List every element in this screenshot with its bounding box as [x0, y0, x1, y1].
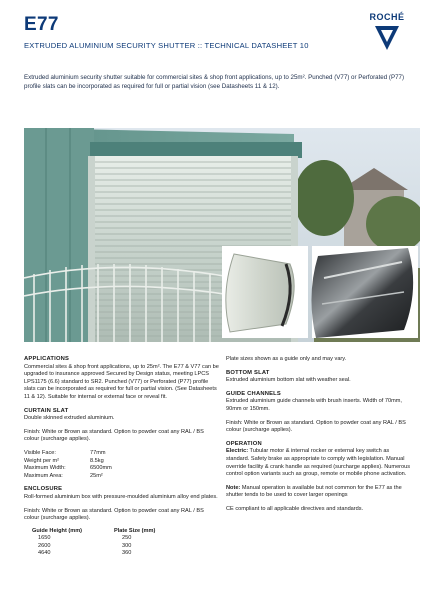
bottom-slat-heading: BOTTOM SLAT: [226, 369, 270, 376]
logo-wordmark: ROCHÉ: [369, 12, 405, 22]
table-row: [24, 535, 220, 543]
guide-plate-table: [24, 528, 220, 558]
enclosure-finish: Finish: White or Brown as standard. Option to powder coat any RAL / BS colour (surcharge applies).: [24, 507, 204, 522]
applications-text: Commercial sites & shop front applications, up to 25m². The E77 & V77 can be upgraded to insurance approved Secured by Design status, meeting LPCS LPS1175 (6.6) standard to SR2. Punched (V77) or Perforated (P77) profile slats can be incorporated as required for full or partial vision. (See Datasheets 11 & 12). Suitable for internal or external face or reveal fit.: [24, 363, 219, 400]
curtain-slat-finish: Finish: White or Brown as standard. Option to powder coat any RAL / BS colour (surcharge applies).: [24, 428, 204, 443]
product-title: E77: [24, 14, 59, 35]
spec-label: Weight per m²: [24, 457, 60, 464]
ce-compliance-text: CE compliant to all applicable directives and standards.: [226, 505, 364, 512]
datasheet-header: [0, 0, 430, 58]
spec-value: 25m²: [90, 472, 103, 479]
curtain-slat-heading: CURTAIN SLAT: [24, 407, 69, 414]
curtain-slat-text: Double skinned extruded aluminium.: [24, 415, 115, 422]
table-header-guide-height: Guide Height (mm): [32, 527, 83, 534]
plate-size-cell: 250: [122, 535, 132, 542]
bottom-slat-text: Extruded aluminium bottom slat with weather seal.: [226, 377, 351, 384]
operation-paragraph: [226, 448, 414, 478]
spec-label: Maximum Width:: [24, 465, 66, 472]
roche-logo: [364, 12, 410, 52]
spec-value: 8.5kg: [90, 457, 104, 464]
plate-size-note: Plate sizes shown as a guide only and may vary.: [226, 356, 347, 362]
spec-value: 6500mm: [90, 465, 112, 472]
intro-paragraph: Extruded aluminium security shutter suitable for commercial sites & shop front applications, up to 25m². Punched (V77) or Perforated (P77) profile slats can be incorporated as required for full or partial vision (see Datasheets 11 & 12).: [24, 74, 405, 90]
guide-height-cell: 1650: [38, 535, 51, 542]
table-row: [24, 543, 220, 551]
table-header-plate-size: Plate Size (mm): [114, 527, 156, 534]
guide-channels-text: Extruded aluminium guide channels with brush inserts. Width of 70mm, 90mm or 150mm.: [226, 398, 402, 412]
guide-height-cell: 4640: [38, 550, 51, 557]
product-photo: [24, 128, 420, 342]
spec-value: 77mm: [90, 449, 106, 456]
table-row: [24, 550, 220, 558]
datasheet-subtitle: EXTRUDED ALUMINIUM SECURITY SHUTTER :: TECHNICAL DATASHEET 10: [24, 41, 309, 50]
guide-channels-finish: Finish: White or Brown as standard. Option to powder coat any RAL / BS colour (surcharge applies).: [226, 419, 406, 434]
right-column: [226, 356, 414, 520]
table-header-row: [24, 528, 220, 536]
spec-label: Maximum Area:: [24, 472, 63, 479]
note-paragraph: [226, 485, 414, 500]
operation-heading: OPERATION: [226, 440, 262, 447]
left-column: [24, 356, 220, 558]
spec-list: [24, 450, 220, 480]
enclosure-text: Roll-formed aluminium box with pressure-moulded aluminium alloy end plates.: [24, 493, 218, 500]
note-text: Manual operation is available but not common for the E77 as the shutter tends to be used to cover larger openings: [226, 484, 402, 499]
plate-size-cell: 360: [122, 550, 132, 557]
operation-label: Electric:: [226, 448, 249, 455]
guide-height-cell: 2600: [38, 542, 51, 549]
note-label: Note:: [226, 484, 241, 491]
spec-row: [24, 458, 220, 466]
applications-heading: APPLICATIONS: [24, 356, 70, 362]
plate-size-cell: 300: [122, 542, 132, 549]
enclosure-heading: ENCLOSURE: [24, 486, 63, 493]
operation-text: Tubular motor & internal rocker or external key switch as standard. Safety brake as appropriate to comply with legislation. Manual override facility & crank handle as required (surcharge applies). Numerous control option variants such as group, remote or mobile phone activation.: [226, 448, 411, 478]
spec-row: [24, 465, 220, 473]
spec-label: Visible Face:: [24, 449, 56, 456]
logo-triangle-icon: [373, 24, 401, 52]
shutter-photo-illustration: [24, 128, 420, 342]
spec-row: [24, 450, 220, 458]
guide-channels-heading: GUIDE CHANNELS: [226, 390, 281, 397]
spec-row: [24, 473, 220, 481]
